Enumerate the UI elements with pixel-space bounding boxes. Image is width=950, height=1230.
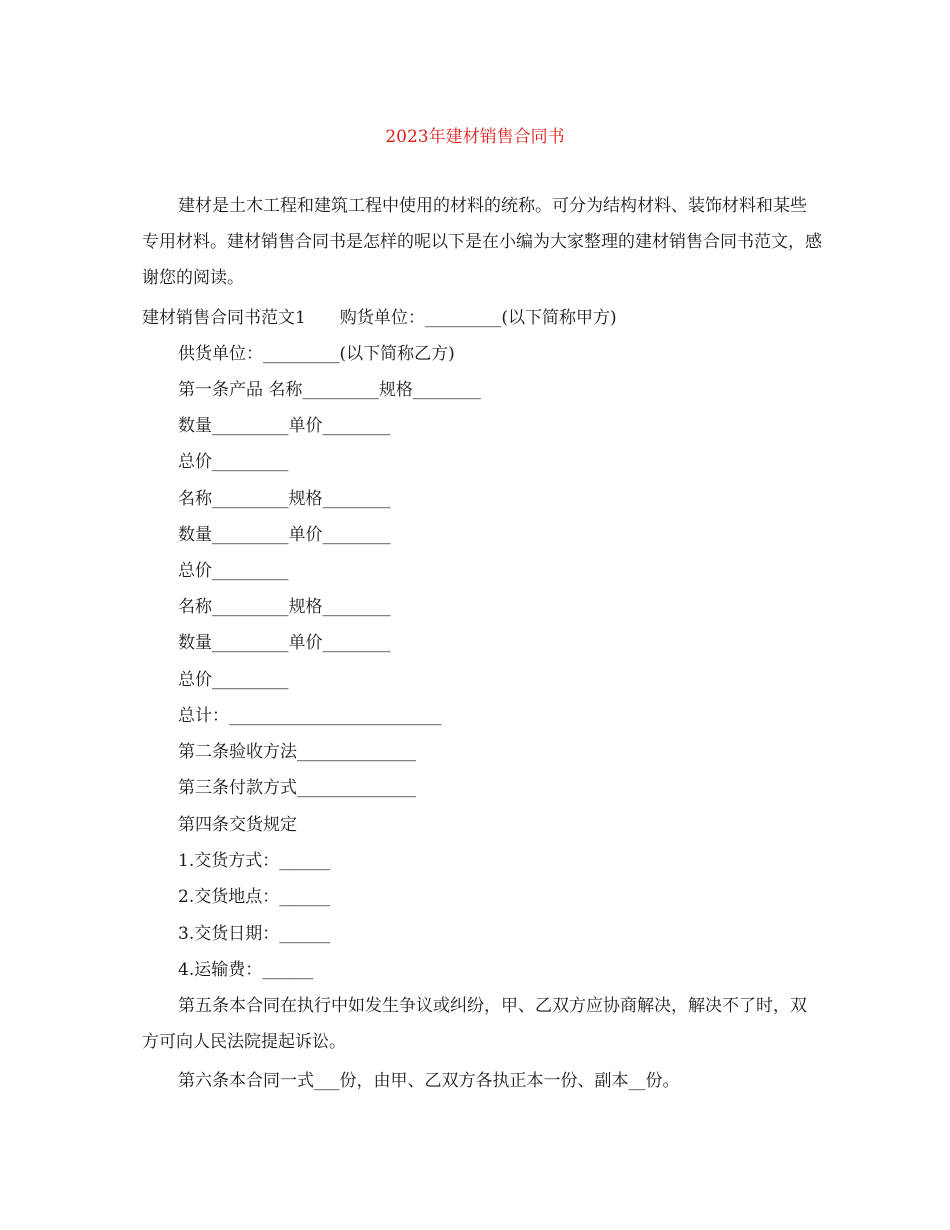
clause-1-line: 第一条产品 名称_________规格________ (178, 380, 481, 400)
total-price-line: 总价_________ (178, 452, 289, 472)
delivery-method-line: 1.交货方式：______ (178, 851, 331, 871)
supplier-line: 供货单位：_________(以下简称乙方) (178, 344, 455, 364)
clause-4-heading: 第四条交货规定 (178, 815, 297, 835)
clause-3-line: 第三条付款方式______________ (178, 778, 416, 798)
document-title: 2023年建材销售合同书 (385, 127, 565, 147)
total-price-line: 总价_________ (178, 670, 289, 690)
name-spec-line: 名称_________规格________ (178, 489, 391, 509)
clause-2-line: 第二条验收方法______________ (178, 742, 416, 762)
freight-line: 4.运输费：______ (178, 960, 314, 980)
name-spec-line: 名称_________规格________ (178, 597, 391, 617)
intro-paragraph: 建材是土木工程和建筑工程中使用的材料的统称。可分为结构材料、装饰材料和某些专用材料。建材销售合同书是怎样的呢以下是在小编为大家整理的建材销售合同书范文，感谢您的阅读。 (142, 196, 822, 288)
delivery-location-line: 2.交货地点：______ (178, 887, 331, 907)
quantity-price-line: 数量_________单价________ (178, 525, 391, 545)
delivery-date-line: 3.交货日期：______ (178, 924, 331, 944)
clause-5-paragraph: 第五条本合同在执行中如发生争议或纠纷，甲、乙双方应协商解决，解决不了时，双方可向人民法院提起诉讼。 (142, 996, 807, 1052)
quantity-price-line: 数量_________单价________ (178, 416, 391, 436)
total-price-line: 总价_________ (178, 561, 289, 581)
contract-heading-line: 建材销售合同书范文1 购货单位：_________(以下简称甲方) (142, 308, 617, 328)
clause-6-paragraph: 第六条本合同一式___份，由甲、乙双方各执正本一份、副本__份。 (178, 1071, 680, 1091)
quantity-price-line: 数量_________单价________ (178, 633, 391, 653)
grand-total-line: 总计：_________________________ (178, 706, 442, 726)
